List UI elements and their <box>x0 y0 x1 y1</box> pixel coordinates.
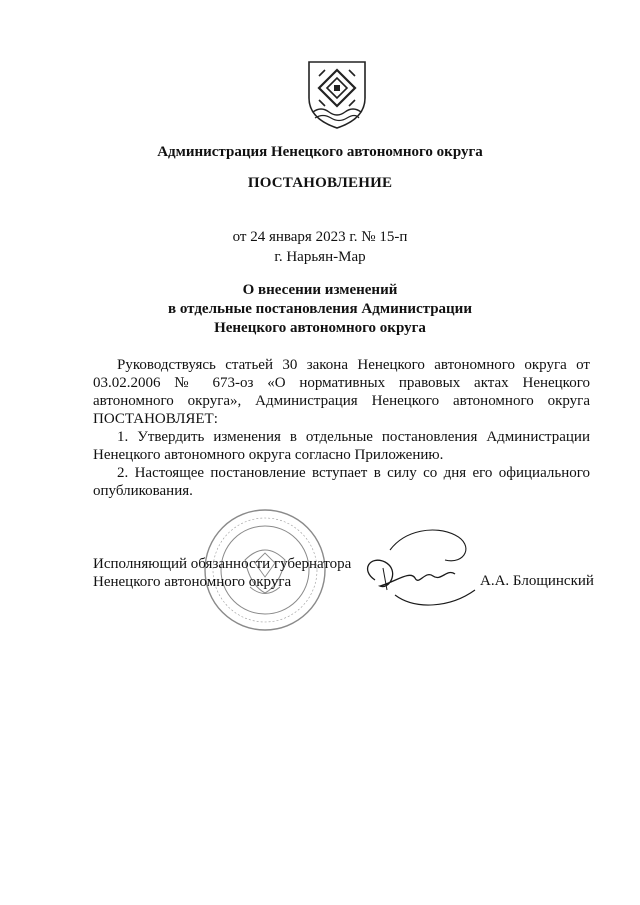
title-line-3: Ненецкого автономного округа <box>214 320 426 336</box>
organization-name: Администрация Ненецкого автономного округа <box>157 144 483 160</box>
signature-position <box>93 555 351 591</box>
item-1-paragraph: 1. Утвердить изменения в отдельные постановления Администрации Ненецкого автономного округа согласно Приложению. <box>93 429 590 463</box>
title-line-1: О внесении изменений <box>242 282 398 298</box>
title-line-2: в отдельные постановления Администрации <box>168 301 472 317</box>
position-line-1: Исполняющий обязанности губернатора <box>93 556 352 572</box>
handwritten-signature <box>355 520 495 620</box>
signer-name: А.А. Блощинский <box>480 573 594 589</box>
document-date-number: от 24 января 2023 г. № 15-п <box>232 229 408 245</box>
item-2-paragraph: 2. Настоящее постановление вступает в силу со дня его официального опубликования. <box>93 465 590 499</box>
document-body <box>93 356 590 500</box>
document-type: ПОСТАНОВЛЕНИЕ <box>247 175 393 191</box>
coat-of-arms-icon <box>305 58 369 130</box>
document-title <box>0 281 640 338</box>
document-city: г. Нарьян-Мар <box>274 249 366 265</box>
position-line-2: Ненецкого автономного округа <box>93 574 292 590</box>
preamble-paragraph: Руководствуясь статьей 30 закона Ненецкого автономного округа от 03.02.2006 № 673-оз «О нормативных правовых актах Ненецкого автономного округа», Администрация Ненецкого автономного округа ПОСТАНОВЛЯЕТ: <box>93 357 590 427</box>
